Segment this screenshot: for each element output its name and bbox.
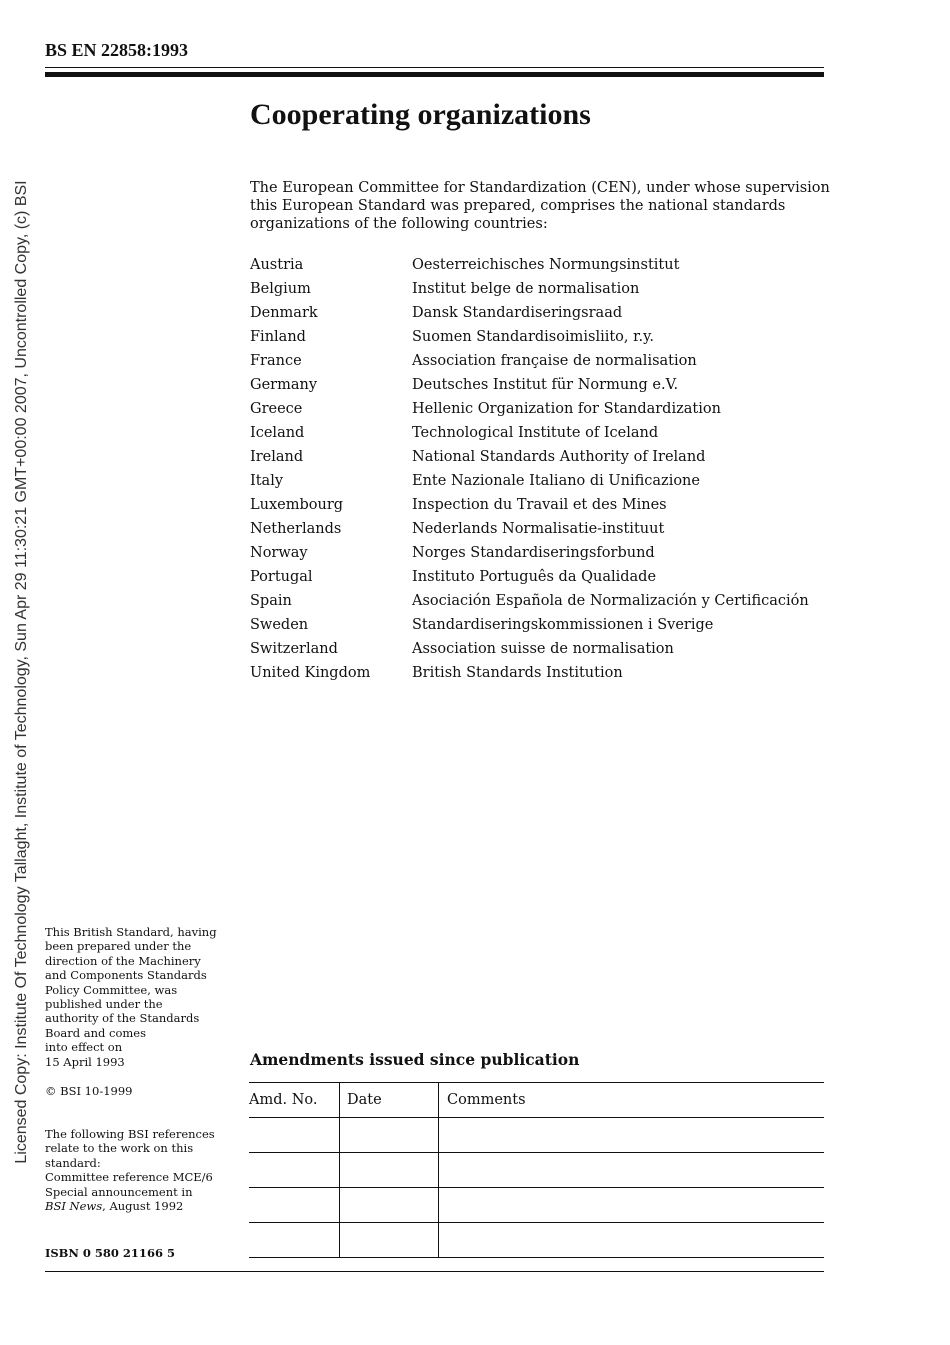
organization-row	[250, 373, 809, 397]
amendment-row	[249, 1223, 824, 1258]
organization-name: Deutsches Institut für Normung e.V.	[412, 377, 679, 393]
country-name: France	[250, 353, 302, 369]
organization-row	[250, 517, 809, 541]
amendment-date-cell	[340, 1188, 439, 1223]
organization-row	[250, 325, 809, 349]
organization-row	[250, 277, 809, 301]
country-name: Italy	[250, 473, 284, 489]
references-date: , August 1992	[102, 1199, 184, 1214]
organization-name: National Standards Authority of Ireland	[412, 449, 706, 465]
publication-note-line: direction of the Machinery	[45, 953, 201, 968]
amendments-title: Amendments issued since publication	[250, 1050, 580, 1069]
amendment-comments-cell	[439, 1223, 825, 1258]
references-note-line: Committee reference MCE/6	[45, 1170, 213, 1185]
publication-note-line: Board and comes	[45, 1025, 147, 1040]
country-name: Norway	[250, 545, 308, 561]
organization-row	[250, 661, 809, 685]
header-rule-thick	[45, 72, 824, 77]
country-name: Austria	[250, 257, 304, 273]
references-note	[45, 1127, 230, 1213]
organization-row	[250, 349, 809, 373]
publication-note-line: authority of the Standards	[45, 1011, 200, 1026]
organization-name: Inspection du Travail et des Mines	[412, 497, 667, 513]
references-note-line: Special announcement in	[45, 1184, 193, 1199]
column-header-date: Date	[340, 1083, 439, 1118]
organization-row	[250, 565, 809, 589]
amendment-row	[249, 1118, 824, 1153]
publication-note-line: This British Standard, having	[45, 925, 217, 939]
country-name: Germany	[250, 377, 318, 393]
amendment-comments-cell	[439, 1188, 825, 1223]
organization-name: British Standards Institution	[412, 665, 623, 681]
amendment-number-cell	[249, 1223, 340, 1258]
amendments-table	[249, 1082, 824, 1258]
organization-name: Oesterreichisches Normungsinstitut	[412, 257, 680, 273]
country-name: Netherlands	[250, 521, 342, 537]
organization-row	[250, 637, 809, 661]
column-header-comments: Comments	[439, 1083, 825, 1118]
country-name: Luxembourg	[250, 497, 344, 513]
publication-note-line: published under the	[45, 997, 163, 1012]
organization-name: Technological Institute of Iceland	[412, 425, 659, 441]
references-note-line: relate to the work on this	[45, 1141, 194, 1156]
country-name: Sweden	[250, 617, 309, 633]
organization-row	[250, 613, 809, 637]
country-name: Greece	[250, 401, 303, 417]
organization-name: Ente Nazionale Italiano di Unificazione	[412, 473, 700, 489]
side-watermark: Licensed Copy: Institute Of Technology Tallaght, Institute of Technology, Sun Apr 29 11:30:21 GMT+00:00 2007, Uncontrolled Copy, (c) BSI	[13, 180, 30, 1164]
publication-note-line: been prepared under the	[45, 939, 192, 954]
country-name: Spain	[250, 593, 292, 609]
organization-name: Instituto Português da Qualidade	[412, 569, 657, 585]
organization-row	[250, 301, 809, 325]
column-header-amd-no: Amd. No.	[249, 1083, 340, 1118]
amendment-date-cell	[340, 1223, 439, 1258]
organization-name: Association française de normalisation	[412, 353, 697, 369]
amendment-row	[249, 1188, 824, 1223]
amendments-header-row	[249, 1083, 824, 1118]
references-note-line: standard:	[45, 1155, 101, 1170]
organization-name: Suomen Standardisoimisliito, r.y.	[412, 329, 654, 345]
publication-note-line: and Components Standards	[45, 968, 207, 983]
bsi-news-title: BSI News	[45, 1199, 103, 1214]
document-id: BS EN 22858:1993	[45, 40, 189, 60]
organization-row	[250, 541, 809, 565]
organization-row	[250, 469, 809, 493]
country-name: Finland	[250, 329, 306, 345]
amendment-number-cell	[249, 1188, 340, 1223]
organization-name: Asociación Española de Normalización y Certificación	[412, 593, 809, 609]
isbn: ISBN 0 580 21166 5	[45, 1246, 175, 1260]
amendment-date-cell	[340, 1153, 439, 1188]
country-name: Ireland	[250, 449, 304, 465]
publication-note-line: into effect on	[45, 1040, 123, 1055]
country-name: Belgium	[250, 281, 311, 297]
country-name: United Kingdom	[250, 665, 371, 681]
organization-name: Association suisse de normalisation	[412, 641, 674, 657]
country-name: Switzerland	[250, 641, 338, 657]
organization-name: Nederlands Normalisatie-instituut	[412, 521, 665, 537]
references-note-line: The following BSI references	[45, 1127, 215, 1141]
page-title: Cooperating organizations	[250, 98, 591, 131]
country-name: Portugal	[250, 569, 313, 585]
organizations-table	[250, 253, 809, 685]
organization-row	[250, 589, 809, 613]
amendment-number-cell	[249, 1153, 340, 1188]
organization-name: Hellenic Organization for Standardization	[412, 401, 721, 417]
publication-note-line: Policy Committee, was	[45, 982, 178, 997]
organization-name: Institut belge de normalisation	[412, 281, 640, 297]
organization-name: Dansk Standardiseringsraad	[412, 305, 623, 321]
copyright-note: © BSI 10-1999	[45, 1084, 133, 1098]
amendment-number-cell	[249, 1118, 340, 1153]
organization-name: Standardiseringskommissionen i Sverige	[412, 617, 714, 633]
country-name: Iceland	[250, 425, 305, 441]
publication-note	[45, 925, 230, 1069]
header-rule-thin	[45, 67, 824, 68]
amendment-comments-cell	[439, 1118, 825, 1153]
organization-row	[250, 397, 809, 421]
organization-row	[250, 421, 809, 445]
country-name: Denmark	[250, 305, 318, 321]
amendment-date-cell	[340, 1118, 439, 1153]
organization-row	[250, 253, 809, 277]
intro-paragraph: The European Committee for Standardization (CEN), under whose supervision this European Standard was prepared, comprises the national standards organizations of the following countries:	[250, 180, 830, 232]
organization-name: Norges Standardiseringsforbund	[412, 545, 655, 561]
publication-note-line: 15 April 1993	[45, 1054, 125, 1069]
footer-rule	[45, 1271, 824, 1272]
amendment-row	[249, 1153, 824, 1188]
organization-row	[250, 493, 809, 517]
amendment-comments-cell	[439, 1153, 825, 1188]
organization-row	[250, 445, 809, 469]
